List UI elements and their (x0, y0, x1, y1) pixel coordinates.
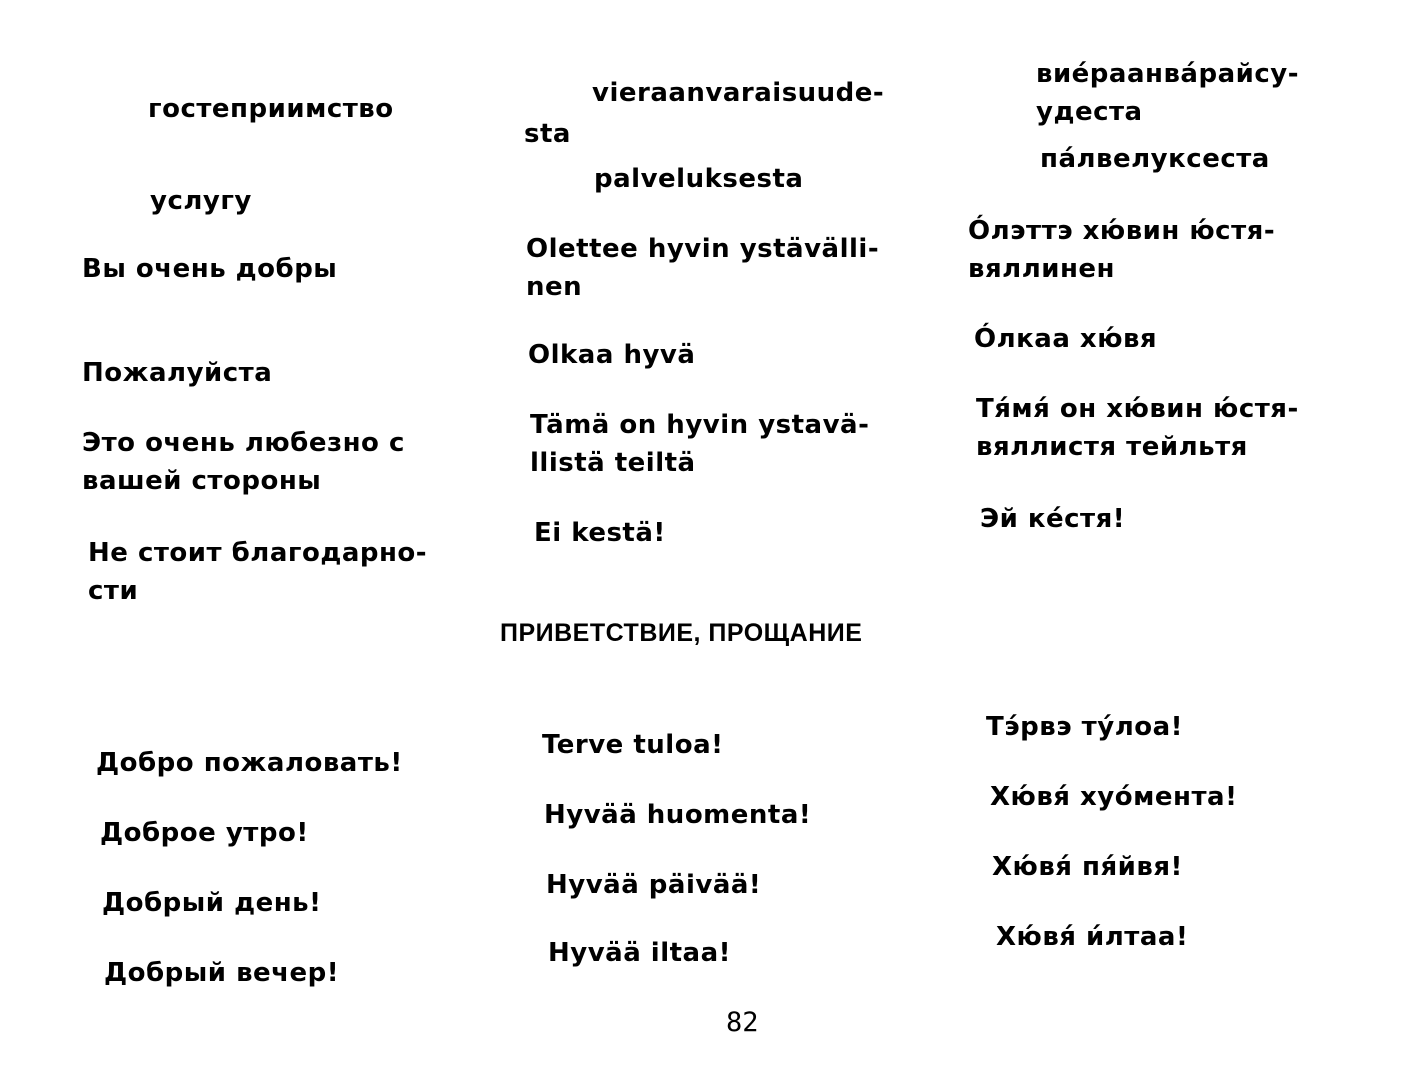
ru-phrase-you-are-kind: Вы очень добры (82, 254, 338, 284)
ru-phrase-good-day: Добрый день! (102, 888, 322, 918)
tr-phrase-good-evening: Хю́вя́ и́лтаа! (996, 922, 1189, 952)
ru-phrase-please: Пожалуйста (82, 358, 273, 388)
fi-phrase-good-morning: Hyvää huomenta! (544, 800, 812, 830)
tr-phrase-service: пáлвелуксеста (1040, 144, 1270, 174)
ru-phrase-hospitality: гостеприимство (148, 94, 394, 124)
fi-phrase-not-worth-thanks: Ei kestä! (534, 518, 666, 548)
ru-phrase-not-worth-thanks: Не стоит благодарно- сти (88, 538, 428, 606)
tr-phrase-hospitality: виéраанвáрайсу- удеста (1036, 59, 1299, 127)
fi-phrase-you-are-kind: Olettee hyvin ystävälli- nen (526, 234, 880, 302)
fi-phrase-good-day: Hyvää päivää! (546, 870, 762, 900)
fi-phrase-please: Olkaa hyvä (528, 340, 696, 370)
ru-phrase-good-evening: Добрый вечер! (104, 958, 340, 988)
tr-phrase-welcome: Тэ́рвэ тýлоа! (986, 712, 1184, 742)
tr-phrase-please: Óлкаа хю́вя (974, 324, 1158, 354)
fi-phrase-welcome: Terve tuloa! (542, 730, 724, 760)
section-heading: ПРИВЕТСТВИЕ, ПРОЩАНИЕ (500, 619, 863, 647)
page-number: 82 (726, 1007, 759, 1038)
fi-phrase-good-evening: Hyvää iltaa! (548, 938, 731, 968)
ru-phrase-service: услугу (150, 186, 252, 216)
ru-phrase-good-morning: Доброе утро! (100, 818, 309, 848)
fi-phrase-hospitality-part1: vieraanvaraisuude- (592, 78, 885, 108)
tr-phrase-good-morning: Хю́вя́ хуóмента! (990, 782, 1238, 812)
fi-phrase-service: palveluksesta (594, 164, 804, 194)
fi-phrase-hospitality-part2: sta (524, 119, 571, 149)
ru-phrase-welcome: Добро пожаловать! (96, 748, 403, 778)
tr-phrase-very-kind-of-you: Тя́мя́ он хю́вин ю́стя- вяллистя тейльтя (976, 394, 1299, 462)
tr-phrase-you-are-kind: Óлэттэ хю́вин ю́стя- вяллинен (968, 216, 1276, 284)
fi-phrase-very-kind-of-you: Tämä on hyvin ystavä- llistä teiltä (530, 410, 870, 478)
tr-phrase-not-worth-thanks: Эй кéстя! (980, 504, 1126, 534)
tr-phrase-good-day: Хю́вя́ пя́йвя! (992, 852, 1183, 882)
ru-phrase-very-kind-of-you: Это очень любезно с вашей стороны (82, 428, 405, 496)
